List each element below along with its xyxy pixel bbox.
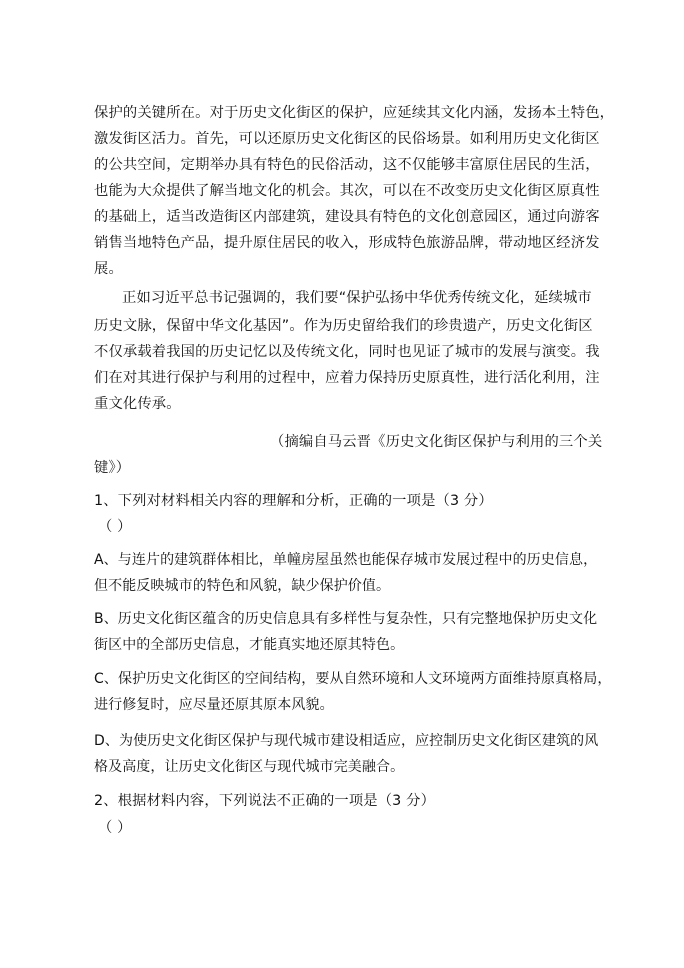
option-b: B、历史文化街区蕴含的历史信息具有多样性与复杂性，只有完整地保护历史文化	[94, 611, 598, 627]
passage-line: 的公共空间，定期举办具有特色的民俗活动，这不仅能够丰富原住居民的生活，	[94, 157, 600, 173]
source-citation: （摘编自马云晋《历史文化街区保护与利用的三个关	[270, 434, 603, 450]
passage-line: 展。	[94, 261, 123, 277]
passage-line: 销售当地特色产品，提升原住居民的收入，形成特色旅游品牌，带动地区经济发	[94, 235, 600, 251]
option-d: 格及高度，让历史文化街区与现代城市完美融合。	[94, 759, 405, 775]
passage-line: 重文化传承。	[94, 396, 181, 412]
option-b: 街区中的全部历史信息，才能真实地还原其特色。	[94, 637, 405, 653]
option-c: C、保护历史文化街区的空间结构，要从自然环境和人文环境两方面维持原真格局，	[94, 671, 612, 687]
answer-blank: （ ）	[98, 519, 132, 535]
passage-line: 也能为大众提供了解当地文化的机会。其次，可以在不改变历史文化街区原真性	[94, 183, 600, 199]
passage-line: 正如习近平总书记强调的，我们要“保护弘扬中华优秀传统文化，延续城市	[122, 290, 592, 306]
passage-line: 激发街区活力。首先，可以还原历史文化街区的民俗场景。如利用历史文化街区	[94, 131, 600, 147]
passage-line: 的基础上，适当改造街区内部建筑，建设具有特色的文化创意园区，通过向游客	[94, 209, 600, 225]
question-stem: 2、根据材料内容，下列说法不正确的一项是（3 分）	[94, 793, 436, 809]
question-stem: 1、下列对材料相关内容的理解和分析，正确的一项是（3 分）	[94, 493, 493, 509]
passage-line: 历史文脉，保留中华文化基因”。作为历史留给我们的珍贵遗产，历史文化街区	[94, 318, 593, 334]
option-c: 进行修复时，应尽量还原其原本风貌。	[94, 697, 334, 713]
passage-line: 不仅承载着我国的历史记忆以及传统文化，同时也见证了城市的发展与演变。我	[94, 344, 600, 360]
option-a: A、与连片的建筑群体相比，单幢房屋虽然也能保存城市发展过程中的历史信息，	[94, 552, 598, 568]
answer-blank: （ ）	[98, 820, 132, 836]
option-d: D、为使历史文化街区保护与现代城市建设相适应，应控制历史文化街区建筑的风	[94, 733, 599, 749]
passage-line: 保护的关键所在。对于历史文化街区的保护，应延续其文化内涵，发扬本土特色，	[94, 105, 615, 121]
source-citation: 键》）	[94, 460, 131, 476]
option-a: 但不能反映城市的特色和风貌，缺少保护价值。	[94, 578, 391, 594]
passage-line: 们在对其进行保护与利用的过程中，应着力保持历史原真性，进行活化利用，注	[94, 370, 600, 386]
